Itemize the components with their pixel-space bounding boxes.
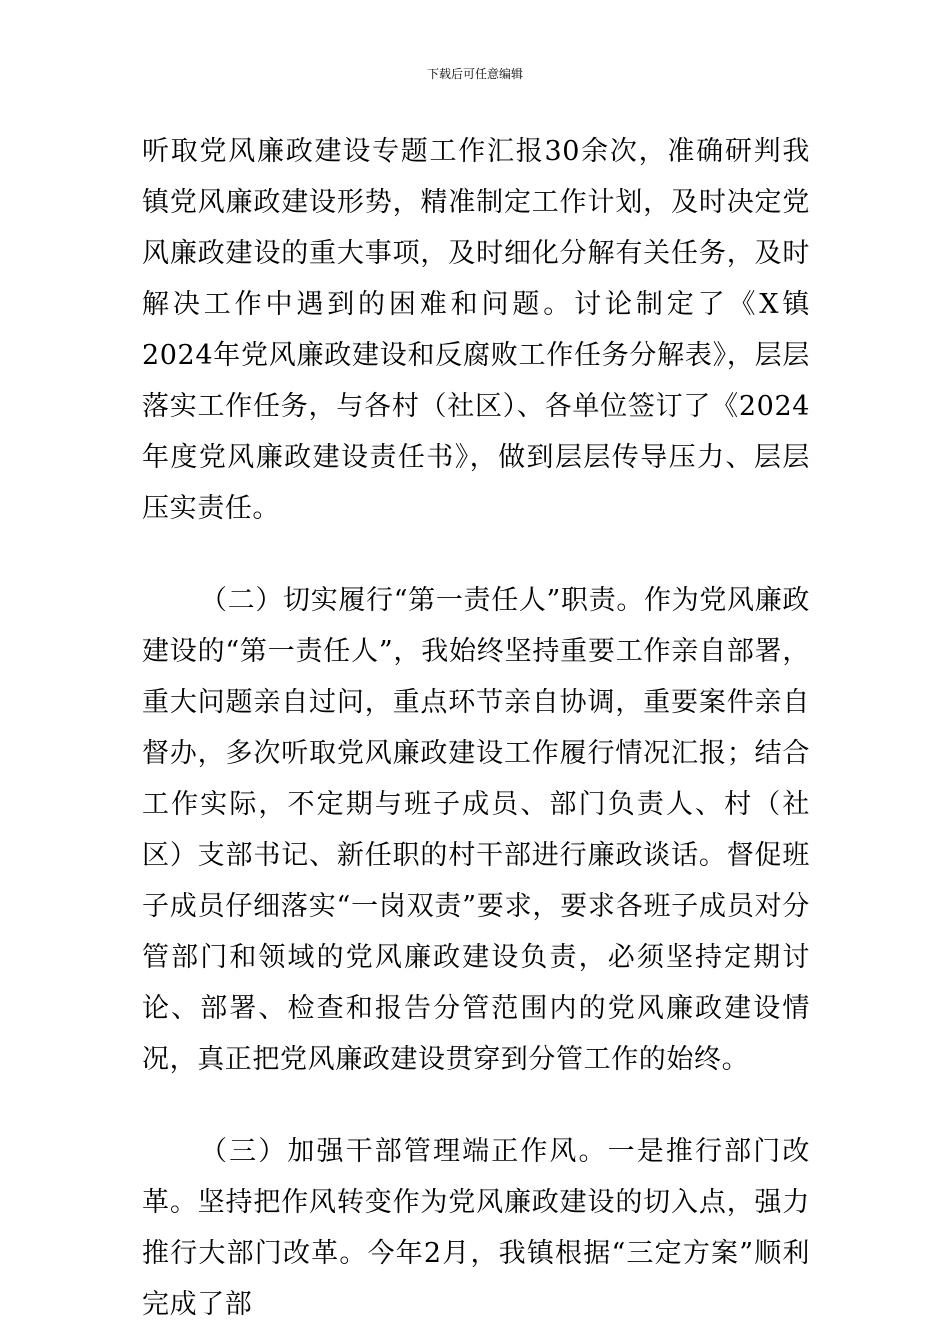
paragraph-section-2: （二）切实履行“第一责任人”职责。作为党风廉政建设的“第一责任人”，我始终坚持重要工作亲自部署，重大问题亲自过问，重点环节亲自协调，重要案件亲自督办，多次听取党风廉政建设工作履行情况汇报；结合工作实际，不定期与班子成员、部门负责人、村（社区）支部书记、新任职的村干部进行廉政谈话。督促班子成员仔细落实“一岗双责”要求，要求各班子成员对分管部门和领域的党风廉政建设负责，必须坚持定期讨论、部署、检查和报告分管范围内的党风廉政建设情况，真正把党风廉政建设贯穿到分管工作的始终。 bbox=[142, 585, 810, 1075]
header-note: 下载后可任意编辑 bbox=[426, 67, 523, 81]
document-body bbox=[142, 126, 810, 1330]
paragraph-continuation: 听取党风廉政建设专题工作汇报30余次，准确研判我镇党风廉政建设形势，精准制定工作计划，及时决定党风廉政建设的重大事项，及时细化分解有关任务，及时解决工作中遇到的困难和问题。讨论制定了《X镇2024年党风廉政建设和反腐败工作任务分解表》，层层落实工作任务，与各村（社区）、各单位签订了《2024年度党风廉政建设责任书》，做到层层传导压力、层层压实责任。 bbox=[142, 136, 810, 524]
paragraph-section-3: （三）加强干部管理端正作风。一是推行部门改革。坚持把作风转变作为党风廉政建设的切入点，强力推行大部门改革。今年2月，我镇根据“三定方案”顺利完成了部 bbox=[142, 1136, 810, 1320]
paragraph-spacer bbox=[142, 1085, 810, 1126]
paragraph-spacer bbox=[142, 534, 810, 575]
